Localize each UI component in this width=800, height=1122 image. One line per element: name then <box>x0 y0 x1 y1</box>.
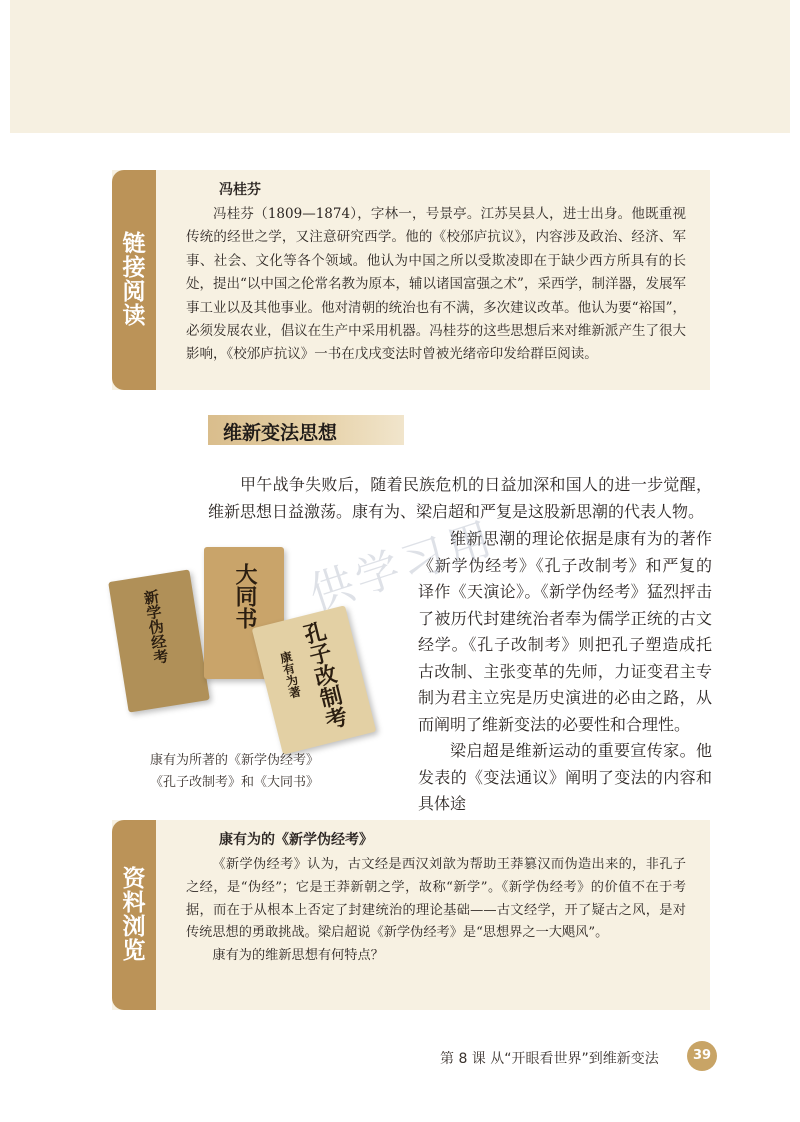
section-heading-text: 维新变法思想 <box>223 422 338 444</box>
box-title: 冯桂芬 <box>219 182 261 198</box>
box-tab-label: 链接阅读 <box>122 231 146 329</box>
watermark: 供学习用 <box>303 512 502 621</box>
book-author: 康有为著 <box>277 649 303 700</box>
box-tab <box>112 170 156 390</box>
paragraph-text: 维新思潮的理论依据是康有为的著作《新学伪经考》《孔子改制考》和严复的译作《天演论》。《新学伪经考》猛烈抨击了被历代封建统治者奉为儒学正统的古文经学。《孔子改制考》则把孔子塑造成托古改制、主张变革的先师，力证变君主专制为君主立宪是历史演进的必由之路，从而阐明了维新变法的必要性和合理性。 <box>418 529 712 734</box>
link-reading-box <box>112 170 710 390</box>
box-body <box>186 854 686 968</box>
paragraph-text: 梁启超是维新运动的重要宣传家。他发表的《变法通议》阐明了变法的内容和具体途 <box>418 741 712 813</box>
caption-line: 《孔子改制考》和《大同书》 <box>150 775 320 790</box>
figure-caption <box>150 750 380 794</box>
paragraph-text: 甲午战争失败后，随着民族危机的日益加深和国人的进一步觉醒，维新思想日益激荡。康有为、梁启超和严复是这股新思潮的代表人物。 <box>208 475 712 521</box>
box-paragraph: 《新学伪经考》认为，古文经是西汉刘歆为帮助王莽篡汉而伪造出来的，非孔子之经，是“伪经”；它是王莽新朝之学，故称“新学”。《新学伪经考》的价值不在于考据，而在于从根本上否定了封建统治的理论基础——古文经学，开了疑古之风，是对传统思想的勇敢挑战。梁启超说《新学伪经考》是“思想界之一大飓风”。 <box>186 857 686 941</box>
caption-line: 康有为所著的《新学伪经考》 <box>150 753 320 768</box>
page-number: 39 <box>687 1041 717 1071</box>
lesson-footer: 第 8 课 从“开眼看世界”到维新变法 <box>440 1051 659 1067</box>
box-tab <box>112 820 156 1010</box>
material-browse-box <box>112 820 710 1010</box>
section-heading <box>208 415 404 445</box>
header-band <box>10 0 790 133</box>
box-body <box>186 203 686 367</box>
box-question: 康有为的维新思想有何特点？ <box>212 948 384 964</box>
box-title: 康有为的《新学伪经考》 <box>219 832 373 848</box>
box-tab-label: 资料浏览 <box>122 866 146 964</box>
box-paragraph: 冯桂芬（1809—1874），字林一，号景亭。江苏吴县人，进士出身。他既重视传统的经世之学，又注意研究西学。他的《校邠庐抗议》，内容涉及政治、经济、军事、社会、文化等各个领域。他认为中国之所以受欺凌即在于缺少西方所具有的长处，提出“以中国之伦常名教为原本，辅以诸国富强之术”，采西学，制洋器，发展军事工业以及其他事业。他对清朝的统治也有不满，多次建议改革。他认为要“裕国”，必须发展农业，倡议在生产中采用机器。冯桂芬的这些思想后来对维新派产生了很大影响，《校邠庐抗议》一书在戊戌变法时曾被光绪帝印发给群臣阅读。 <box>186 206 686 363</box>
book-image <box>252 605 377 754</box>
book-title: 大同书 <box>232 563 258 629</box>
book-title: 孔子改制考 <box>298 618 351 732</box>
book-image <box>108 569 210 712</box>
main-paragraph <box>418 526 712 818</box>
main-paragraph <box>208 472 712 525</box>
book-title: 新学伪经考 <box>140 588 171 666</box>
books-photo <box>116 545 408 740</box>
